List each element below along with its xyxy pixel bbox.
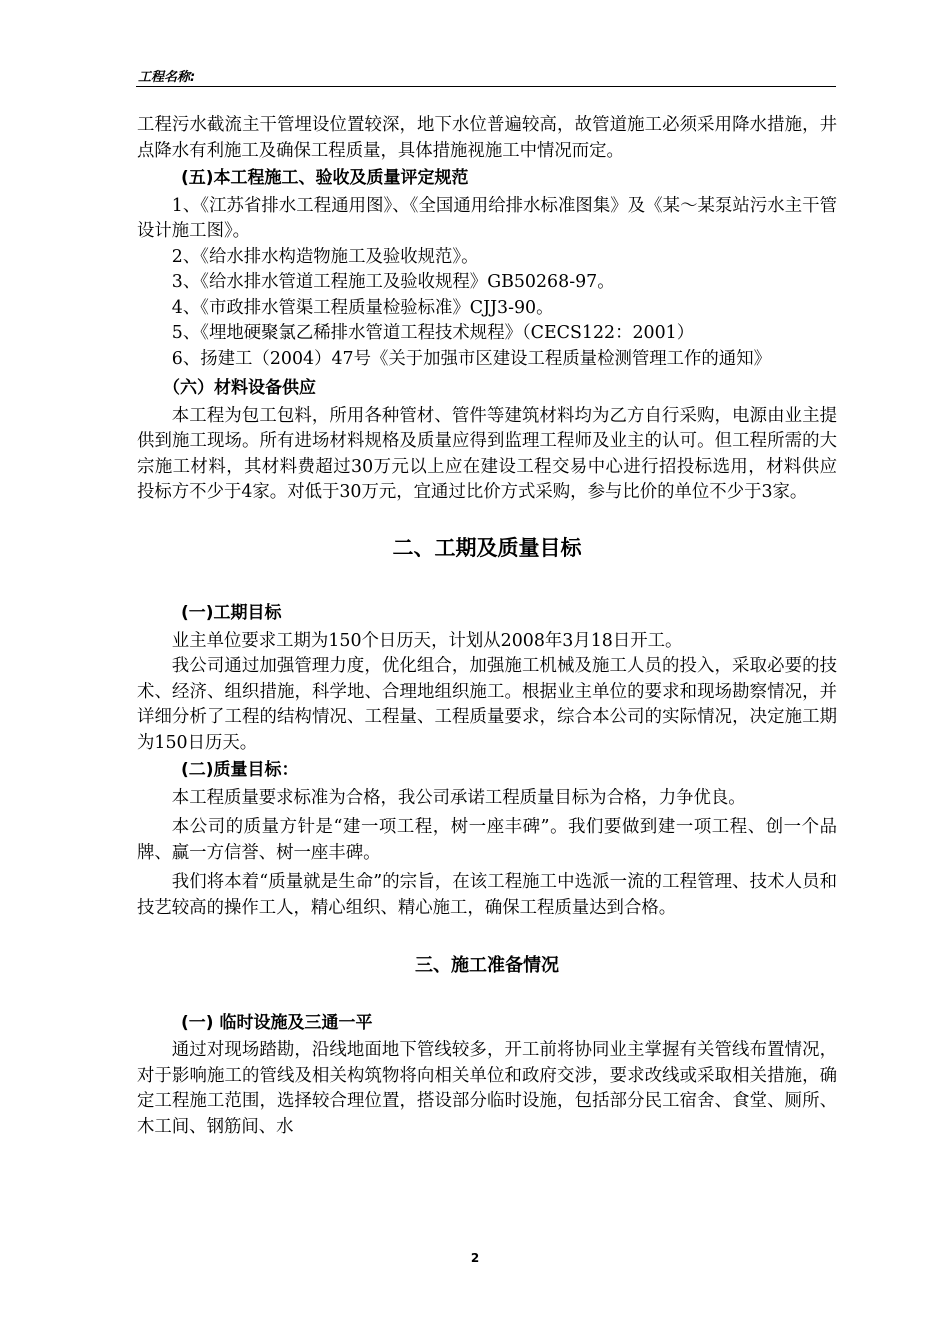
list-item: 5、《埋地硬聚氯乙稀排水管道工程技术规程》（CECS122：2001）: [171, 323, 695, 343]
paragraph: 我公司通过加强管理力度，优化组合，加强施工机械及施工人员的投入，采取必要的技术、经济、组织措施，科学地、合理地组织施工。根据业主单位的要求和现场勘察情况，并详细分析了工程的结构情况、工程量、工程质量要求，综合本公司的实际情况，决定施工期为150日历天。: [137, 656, 837, 753]
subheading: （六）材料设备供应: [163, 378, 316, 398]
list-item: 6、扬建工（2004）47号《关于加强市区建设工程质量检测管理工作的通知》: [171, 348, 771, 369]
paragraph: 业主单位要求工期为150个日历天，计划从2008年3月18日开工。: [171, 630, 683, 651]
page-number: 2: [470, 1251, 480, 1265]
subheading: (五)本工程施工、验收及质量评定规范: [181, 168, 469, 188]
document-body: [137, 113, 837, 1140]
list-item: 4、《市政排水管渠工程质量检验标准》CJJ3-90。: [171, 297, 554, 318]
subheading: (一)工期目标: [181, 603, 282, 623]
paragraph: 本工程质量要求标准为合格，我公司承诺工程质量目标为合格，力争优良。: [171, 787, 746, 808]
paragraph: 工程污水截流主干管埋设位置较深，地下水位普遍较高，故管道施工必须采用降水措施，井点降水有利施工及确保工程质量，具体措施视施工中情况而定。: [137, 115, 837, 161]
header-project-name-label: 工程名称:: [138, 70, 196, 85]
section-heading: 二、工期及质量目标: [392, 535, 582, 560]
paragraph: 我们将本着“质量就是生命”的宗旨，在该工程施工中选派一流的工程管理、技术人员和技艺较高的操作工人，精心组织、精心施工，确保工程质量达到合格。: [137, 872, 837, 918]
paragraph: 本工程为包工包料，所用各种管材、管件等建筑材料均为乙方自行采购，电源由业主提供到施工现场。所有进场材料规格及质量应得到监理工程师及业主的认可。但工程所需的大宗施工材料，其材料费超过30万元以上应在建设工程交易中心进行招投标选用，材料供应投标方不少于4家。对低于30万元，宜通过比价方式采购，参与比价的单位不少于3家。: [137, 405, 837, 502]
subheading: (二)质量目标：: [181, 760, 299, 780]
paragraph: 通过对现场踏勘，沿线地面地下管线较多，开工前将协同业主掌握有关管线布置情况，对于影响施工的管线及相关构筑物将向相关单位和政府交涉，要求改线或采取相关措施，确定工程施工范围，选择较合理位置，搭设部分临时设施，包括部分民工宿舍、食堂、厕所、木工间、钢筋间、水: [137, 1040, 837, 1137]
section-heading: 三、施工准备情况: [415, 955, 559, 976]
list-item: 2、《给水排水构造物施工及验收规范》。: [171, 246, 479, 267]
list-item: 3、《给水排水管道工程施工及验收规程》GB50268-97。: [171, 272, 615, 292]
paragraph: 本公司的质量方针是“建一项工程，树一座丰碑”。我们要做到建一项工程、创一个品牌、赢一方信誉、树一座丰碑。: [137, 817, 837, 863]
header-divider: [136, 86, 836, 87]
subheading: (一) 临时设施及三通一平: [181, 1012, 373, 1033]
list-item: 1、《江苏省排水工程通用图》、《全国通用给排水标准图集》及《某～某泵站污水主干管设计施工图》。: [137, 195, 837, 241]
